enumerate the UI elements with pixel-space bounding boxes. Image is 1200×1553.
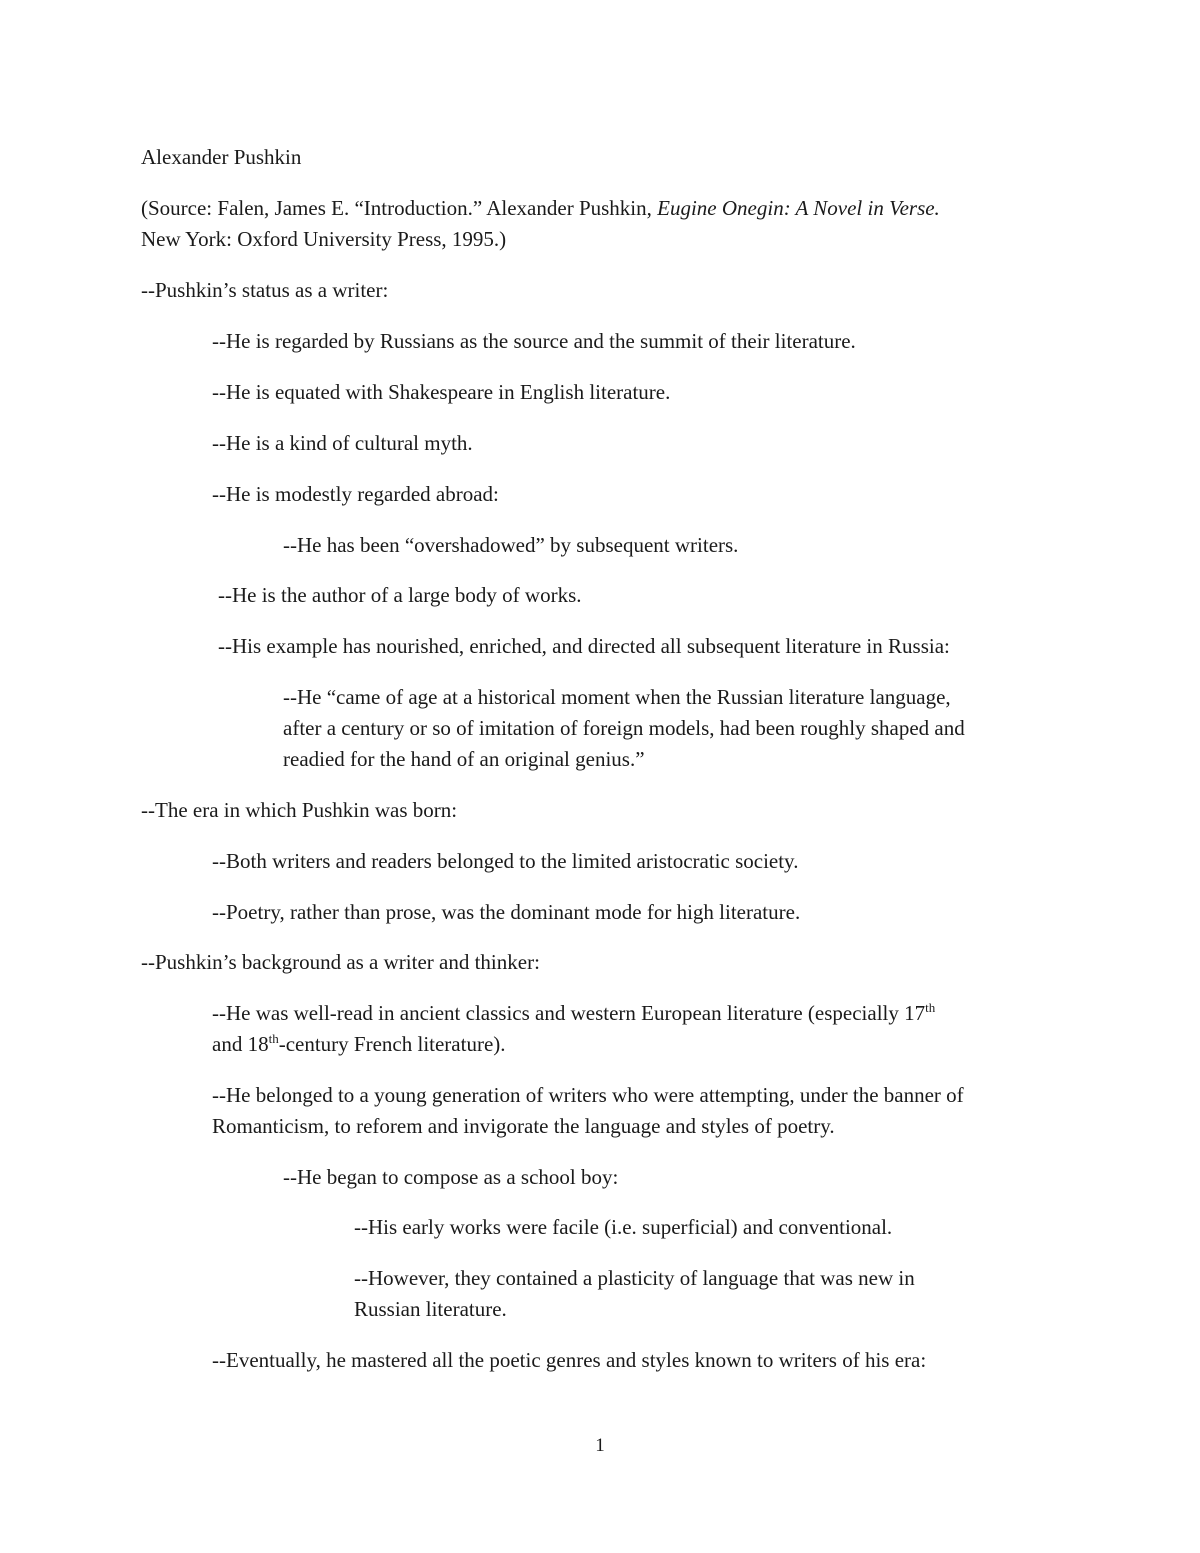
list-item-text: -century French literature). [278,1032,506,1056]
list-item-line: --He belonged to a young generation of writers who were attempting, under the banner of [212,1083,964,1107]
section-heading-era: --The era in which Pushkin was born: [141,798,458,822]
source-prefix: (Source: Falen, James E. “Introduction.” Alexander Pushkin, [141,196,658,220]
superscript: th [925,1000,936,1015]
list-item: --He is the author of a large body of works. [218,583,582,607]
list-item: --Both writers and readers belonged to the limited aristocratic society. [212,849,799,873]
source-book-title: Eugine Onegin: A Novel in Verse. [657,196,940,220]
quote-line: readied for the hand of an original genius.” [283,747,645,771]
section-heading-background: --Pushkin’s background as a writer and thinker: [141,950,540,974]
sub-list-item: --He has been “overshadowed” by subsequent writers. [283,533,739,557]
sub-sub-list-item-line: --However, they contained a plasticity of language that was new in [354,1266,915,1290]
list-item-text: and 18 [212,1032,269,1056]
superscript: th [268,1031,279,1046]
page-number: 1 [595,1435,605,1456]
list-item-line [212,1029,506,1060]
quote-line: after a century or so of imitation of foreign models, had been roughly shaped and [283,716,965,740]
list-item: --Eventually, he mastered all the poetic genres and styles known to writers of his era: [212,1348,927,1372]
list-item: --His example has nourished, enriched, and directed all subsequent literature in Russia: [218,634,950,658]
list-item: --Poetry, rather than prose, was the dominant mode for high literature. [212,900,801,924]
list-item-text: --He was well-read in ancient classics and western European literature (especially 17 [212,1001,926,1025]
document-title: Alexander Pushkin [141,145,302,169]
list-item: --He is a kind of cultural myth. [212,431,473,455]
quote-line: --He “came of age at a historical moment when the Russian literature language, [283,685,951,709]
source-citation-line-1 [141,193,940,224]
list-item: --He is equated with Shakespeare in English literature. [212,380,671,404]
list-item: --He is regarded by Russians as the source and the summit of their literature. [212,329,856,353]
list-item-line [212,998,935,1029]
list-item-line: Romanticism, to reforem and invigorate the language and styles of poetry. [212,1114,835,1138]
section-heading-status: --Pushkin’s status as a writer: [141,278,389,302]
sub-list-item: --He began to compose as a school boy: [283,1165,619,1189]
sub-sub-list-item: --His early works were facile (i.e. superficial) and conventional. [354,1215,893,1239]
source-citation-line-2: New York: Oxford University Press, 1995.) [141,227,507,251]
list-item: --He is modestly regarded abroad: [212,482,499,506]
sub-sub-list-item-line: Russian literature. [354,1297,507,1321]
